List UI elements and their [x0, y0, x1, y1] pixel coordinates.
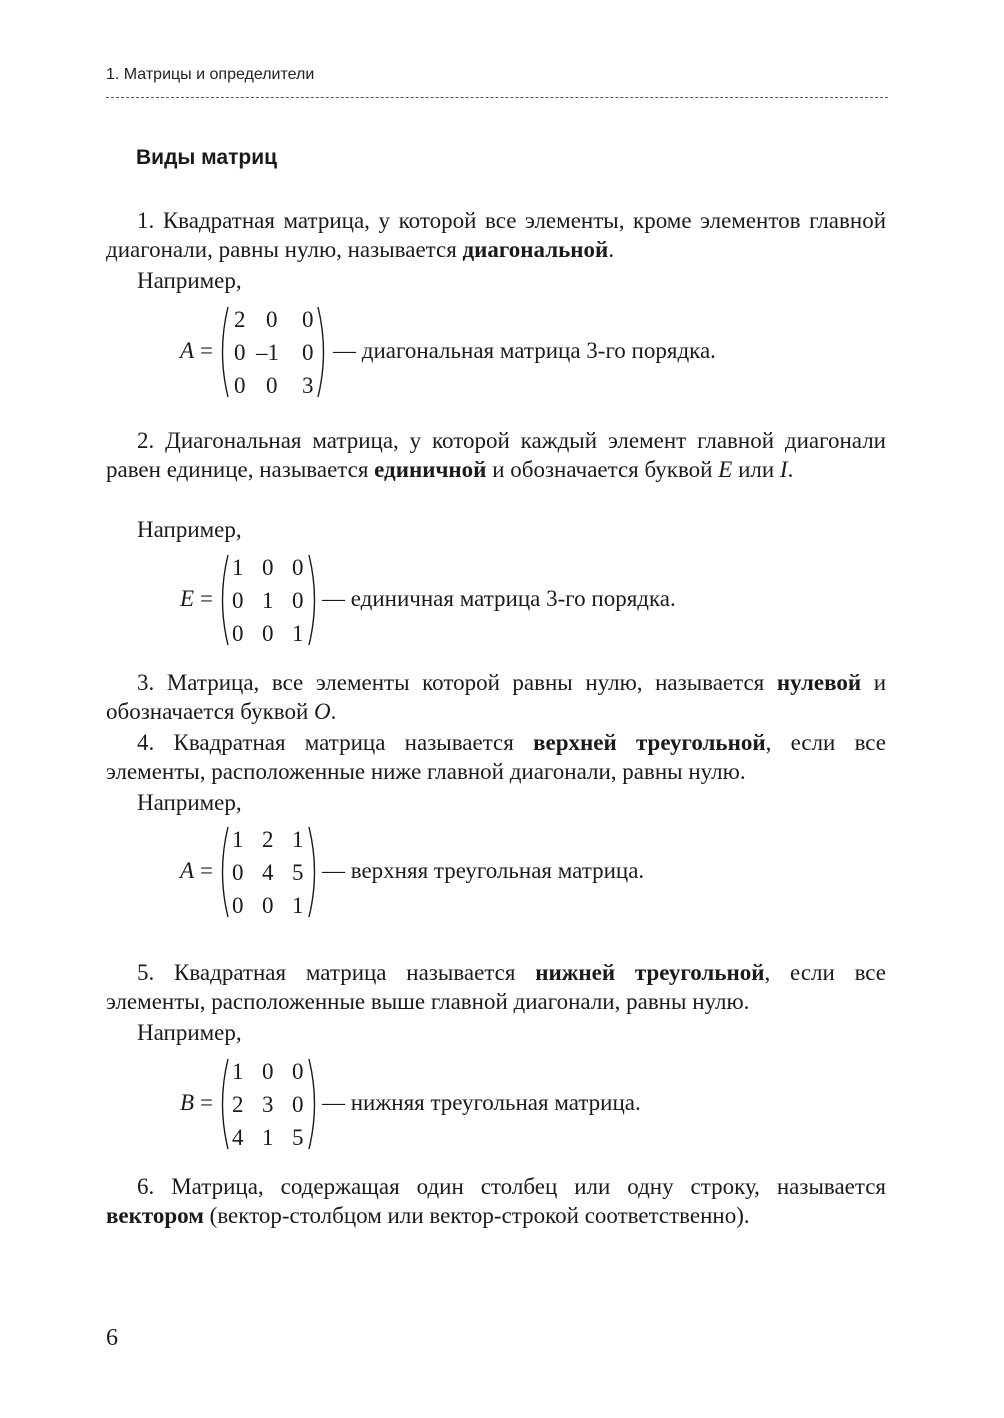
matrix-cell: 4 [262, 860, 274, 885]
matrix-cell: 0 [292, 1059, 304, 1084]
matrix-cell: 3 [302, 373, 314, 398]
item-4-text: 4. Квадратная матрица называется [137, 730, 534, 755]
item-3-letter-o: O [314, 699, 331, 724]
item-3-text: 3. Матрица, все элементы которой равны нулю, называется [137, 670, 777, 695]
item-5-term: нижней треугольной [535, 960, 765, 985]
matrix-cell: 0 [262, 893, 274, 918]
item-3-text-b: и обозначается буквой [106, 670, 886, 724]
item-1-term: диагональной [462, 237, 609, 262]
item-5-text: 5. Квадратная матрица называется [137, 960, 536, 985]
item-3-paragraph [106, 668, 886, 726]
matrix-cell: 1 [232, 1059, 244, 1084]
matrix-cell: 1 [292, 893, 304, 918]
item-4-tail: , если все элементы, расположенные ниже главной диагонали, равны нулю. [106, 730, 887, 784]
right-paren [318, 307, 324, 397]
left-paren [223, 1059, 229, 1149]
matrix-3-name: A [180, 858, 195, 883]
running-head: 1. Матрицы и определители [106, 66, 315, 83]
matrix-4-body [216, 1056, 322, 1152]
item-2-text: 2. Диагональная матрица, у которой каждый элемент главной диагонали равен единице, называется [106, 428, 886, 482]
matrix-cell: 1 [262, 1125, 274, 1150]
matrix-cell: 0 [292, 588, 304, 613]
item-2-letter-i: I [779, 457, 788, 482]
item-2-example-label: Например, [137, 517, 242, 542]
matrix-1-body [216, 304, 331, 400]
item-2-or: или [732, 457, 780, 482]
matrix-1-name: A [180, 338, 195, 363]
left-paren [223, 307, 229, 397]
item-6-tail: (вектор-столбцом или вектор-строкой соответственно). [203, 1203, 750, 1228]
matrix-cell: 0 [234, 340, 246, 365]
item-6-text: 6. Матрица, содержащая один столбец или одну строку, называется [137, 1174, 886, 1199]
matrix-cell: 0 [232, 893, 244, 918]
matrix-cell: 5 [292, 860, 304, 885]
item-4-term: верхней треугольной [533, 730, 766, 755]
matrix-cell: 2 [232, 1092, 244, 1117]
matrix-2-name: E [180, 586, 195, 611]
item-3-tail: . [330, 699, 337, 724]
matrix-4-equals: = [200, 1090, 213, 1115]
matrix-cell: 0 [232, 621, 244, 646]
item-2-tail: . [787, 457, 794, 482]
matrix-cell: 0 [302, 307, 314, 332]
page-number: 6 [106, 1325, 118, 1351]
item-3-term: нулевой [776, 670, 862, 695]
section-title: Виды матриц [136, 146, 278, 169]
left-paren [223, 555, 229, 645]
matrix-3-description: — верхняя треугольная матрица. [322, 858, 645, 883]
matrix-4-description: — нижняя треугольная матрица. [322, 1090, 641, 1115]
item-5-example-label: Например, [137, 1020, 242, 1045]
item-2-paragraph [106, 426, 886, 484]
right-paren [309, 555, 315, 645]
matrix-cell: 0 [262, 621, 274, 646]
item-5-tail: , если все элементы, расположенные выше главной диагонали, равны нулю. [106, 960, 886, 1014]
matrix-1-equals: = [200, 338, 213, 363]
matrix-cell: –1 [256, 340, 279, 365]
matrix-cell: 0 [292, 1092, 304, 1117]
item-2-text-b: и обозначается буквой [486, 457, 719, 482]
left-paren [223, 827, 229, 917]
item-4-paragraph [106, 728, 886, 786]
matrix-cell: 1 [232, 827, 244, 852]
matrix-cell: 0 [234, 373, 246, 398]
matrix-cell: 1 [262, 588, 274, 613]
item-1-text: 1. Квадратная матрица, у которой все элементы, кроме элементов главной диагонали, равны нулю, называется [106, 208, 886, 262]
matrix-cell: 0 [262, 555, 274, 580]
item-1-example-label: Например, [137, 268, 242, 293]
right-paren [309, 1059, 315, 1149]
matrix-cell: 0 [292, 555, 304, 580]
item-6-term: вектором [106, 1203, 204, 1228]
matrix-cell: 4 [232, 1125, 244, 1150]
matrix-4-name: B [180, 1090, 195, 1115]
matrix-cell: 3 [262, 1092, 274, 1117]
matrix-cell: 0 [302, 340, 314, 365]
matrix-3-equals: = [200, 858, 213, 883]
item-5-paragraph [106, 958, 886, 1016]
matrix-cell: 2 [262, 827, 274, 852]
matrix-cell: 0 [232, 860, 244, 885]
item-2-term: единичной [374, 457, 487, 482]
matrix-cell: 1 [292, 621, 304, 646]
item-1-tail: . [608, 237, 615, 262]
item-1-paragraph [106, 206, 886, 264]
item-4-example-label: Например, [137, 790, 242, 815]
matrix-2-body [216, 552, 322, 648]
matrix-cell: 0 [232, 588, 244, 613]
matrix-cell: 1 [232, 555, 244, 580]
header-divider [106, 97, 888, 98]
matrix-cell: 0 [262, 1059, 274, 1084]
matrix-3-body [216, 824, 322, 920]
matrix-cell: 1 [292, 827, 304, 852]
matrix-1-description: — диагональная матрица 3-го порядка. [333, 338, 716, 363]
item-6-paragraph [106, 1172, 886, 1230]
matrix-cell: 5 [292, 1125, 304, 1150]
matrix-cell: 2 [234, 307, 246, 332]
matrix-cell: 0 [266, 307, 278, 332]
matrix-2-description: — единичная матрица 3-го порядка. [322, 586, 676, 611]
matrix-cell: 0 [266, 373, 278, 398]
matrix-2-equals: = [200, 586, 213, 611]
right-paren [309, 827, 315, 917]
item-2-letter-e: E [718, 457, 733, 482]
